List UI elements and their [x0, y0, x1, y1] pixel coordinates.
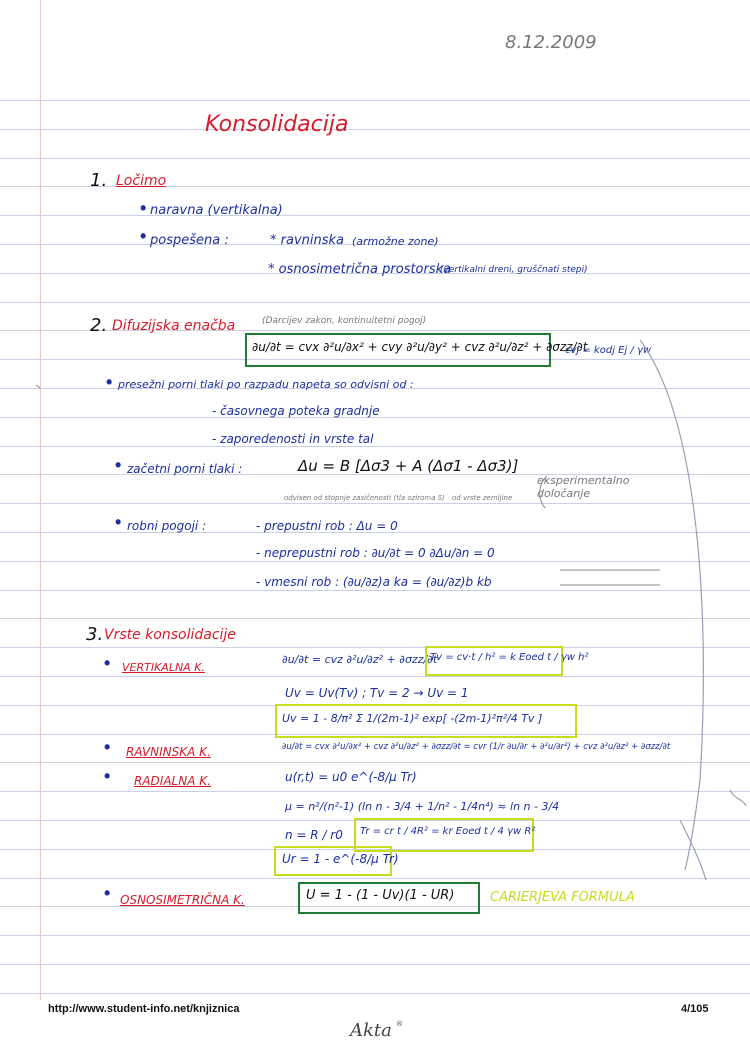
tv-equation: Tv = cv·t / h² = k Eoed t / γw h² — [430, 652, 589, 663]
radial-equation-2: μ = n²/(n²-1) (ln n - 3/4 + 1/n² - 1/4n⁴) ≈ ln n - 3/4 — [285, 800, 560, 813]
section-3-heading: Vrste konsolidacije — [104, 627, 236, 643]
planar-label: RAVNINSKA K. — [126, 745, 211, 759]
s2-note-soil-type: od vrste zemljine — [452, 494, 513, 502]
radial-equation-1: u(r,t) = u0 e^(-8/μ Tr) — [285, 770, 417, 784]
page-title: Konsolidacija — [205, 112, 349, 137]
section-2-heading: Difuzijska enačba — [112, 318, 236, 334]
akta-logo: Akta — [350, 1020, 392, 1041]
bullet: • — [115, 455, 122, 475]
tr-equation: Tr = cr t / 4R² = kr Eoed t / 4 γw R² — [360, 826, 536, 837]
carrier-formula: U = 1 - (1 - Uv)(1 - UR) — [306, 888, 455, 903]
vertical-label: VERTIKALNA K. — [122, 661, 205, 674]
bullet: • — [106, 372, 113, 392]
s1-item-1: naravna (vertikalna) — [150, 203, 283, 218]
bullet: • — [140, 198, 147, 218]
planar-equation: ∂u/∂t = cvx ∂²u/∂x² + cvz ∂²u/∂z² + ∂σzz/∂t = cvr (1/r ∂u/∂r + ∂²u/∂r²) + cvz ∂²u/∂z² + ∂σzz/∂t — [282, 742, 671, 752]
section-1-heading: Ločimo — [116, 173, 167, 189]
s2-bullet-2: začetni porni tlaki : — [127, 462, 243, 476]
diffusion-equation: ∂u/∂t = cvx ∂²u/∂x² + cvy ∂²u/∂y² + cvz ∂²u/∂z² + ∂σzz/∂t — [252, 340, 588, 354]
section-1-number: 1. — [90, 170, 108, 191]
s1-item-2: pospešena : — [150, 233, 229, 248]
registered-mark: ® — [396, 1020, 403, 1028]
s2-bullet-1b: - zaporedenosti in vrste tal — [212, 432, 374, 446]
bullet: • — [104, 883, 111, 903]
bullet: • — [140, 226, 147, 246]
cv-definition: cvj = kodj Ej / γw — [565, 345, 652, 356]
s1-item-2b: * osnosimetrična prostorska — [268, 262, 452, 277]
vertical-equation-3: Uv = 1 - 8/π² Σ 1/(2m-1)² exp[ -(2m-1)²π²/4 Tv ] — [282, 712, 543, 725]
vertical-equation-2: Uv = Uv(Tv) ; Tv = 2 → Uv = 1 — [285, 686, 469, 700]
s1-item-2a-note: (armožne zone) — [352, 235, 439, 248]
s2-bullet-3c: - vmesni rob : (∂u/∂z)a ka = (∂u/∂z)b kb — [256, 575, 492, 589]
s2-bullet-3: robni pogoji : — [127, 519, 207, 533]
footer-url[interactable]: http://www.student-info.net/knjiznica — [48, 1003, 240, 1015]
s2-note: (Darcijev zakon, kontinuitetni pogoj) — [262, 316, 427, 326]
bullet: • — [104, 766, 111, 786]
bullet: • — [115, 512, 122, 532]
axisymmetric-label: OSNOSIMETRIČNA K. — [120, 893, 245, 907]
pore-pressure-equation: Δu = B [Δσ3 + A (Δσ1 - Δσ3)] — [298, 457, 519, 475]
s2-bullet-1a: - časovnega poteka gradnje — [212, 404, 380, 418]
radial-label: RADIALNA K. — [134, 774, 211, 788]
carrier-formula-name: CARIERJEVA FORMULA — [490, 890, 635, 905]
radial-equation-3: n = R / r0 — [285, 828, 343, 842]
s2-note-saturation: odvisen od stopnje zasičenosti (tla oziroma S) — [284, 494, 445, 502]
radial-ur: Ur = 1 - e^(-8/μ Tr) — [282, 852, 399, 866]
s2-bullet-3a: - prepustni rob : Δu = 0 — [256, 519, 398, 533]
bullet: • — [104, 653, 111, 673]
s2-bullet-3b: - neprepustni rob : ∂u/∂t = 0 ∂Δu/∂n = 0 — [256, 546, 495, 560]
section-3-number: 3. — [86, 624, 104, 645]
bullet: • — [104, 737, 111, 757]
s2-note-experimental: eksperimentalno določanje — [537, 474, 630, 500]
s1-item-2b-note: (vertikalni dreni, gruščnati stepi) — [440, 265, 588, 275]
date: 8.12.2009 — [505, 32, 597, 53]
page-number: 4/105 — [681, 1003, 709, 1015]
s2-bullet-1: presežni porni tlaki po razpadu napeta so odvisni od : — [118, 378, 414, 391]
section-2-number: 2. — [90, 315, 108, 336]
s1-item-2a: * ravninska — [270, 233, 344, 248]
vertical-equation-1: ∂u/∂t = cvz ∂²u/∂z² + ∂σzz/∂t — [282, 653, 438, 666]
